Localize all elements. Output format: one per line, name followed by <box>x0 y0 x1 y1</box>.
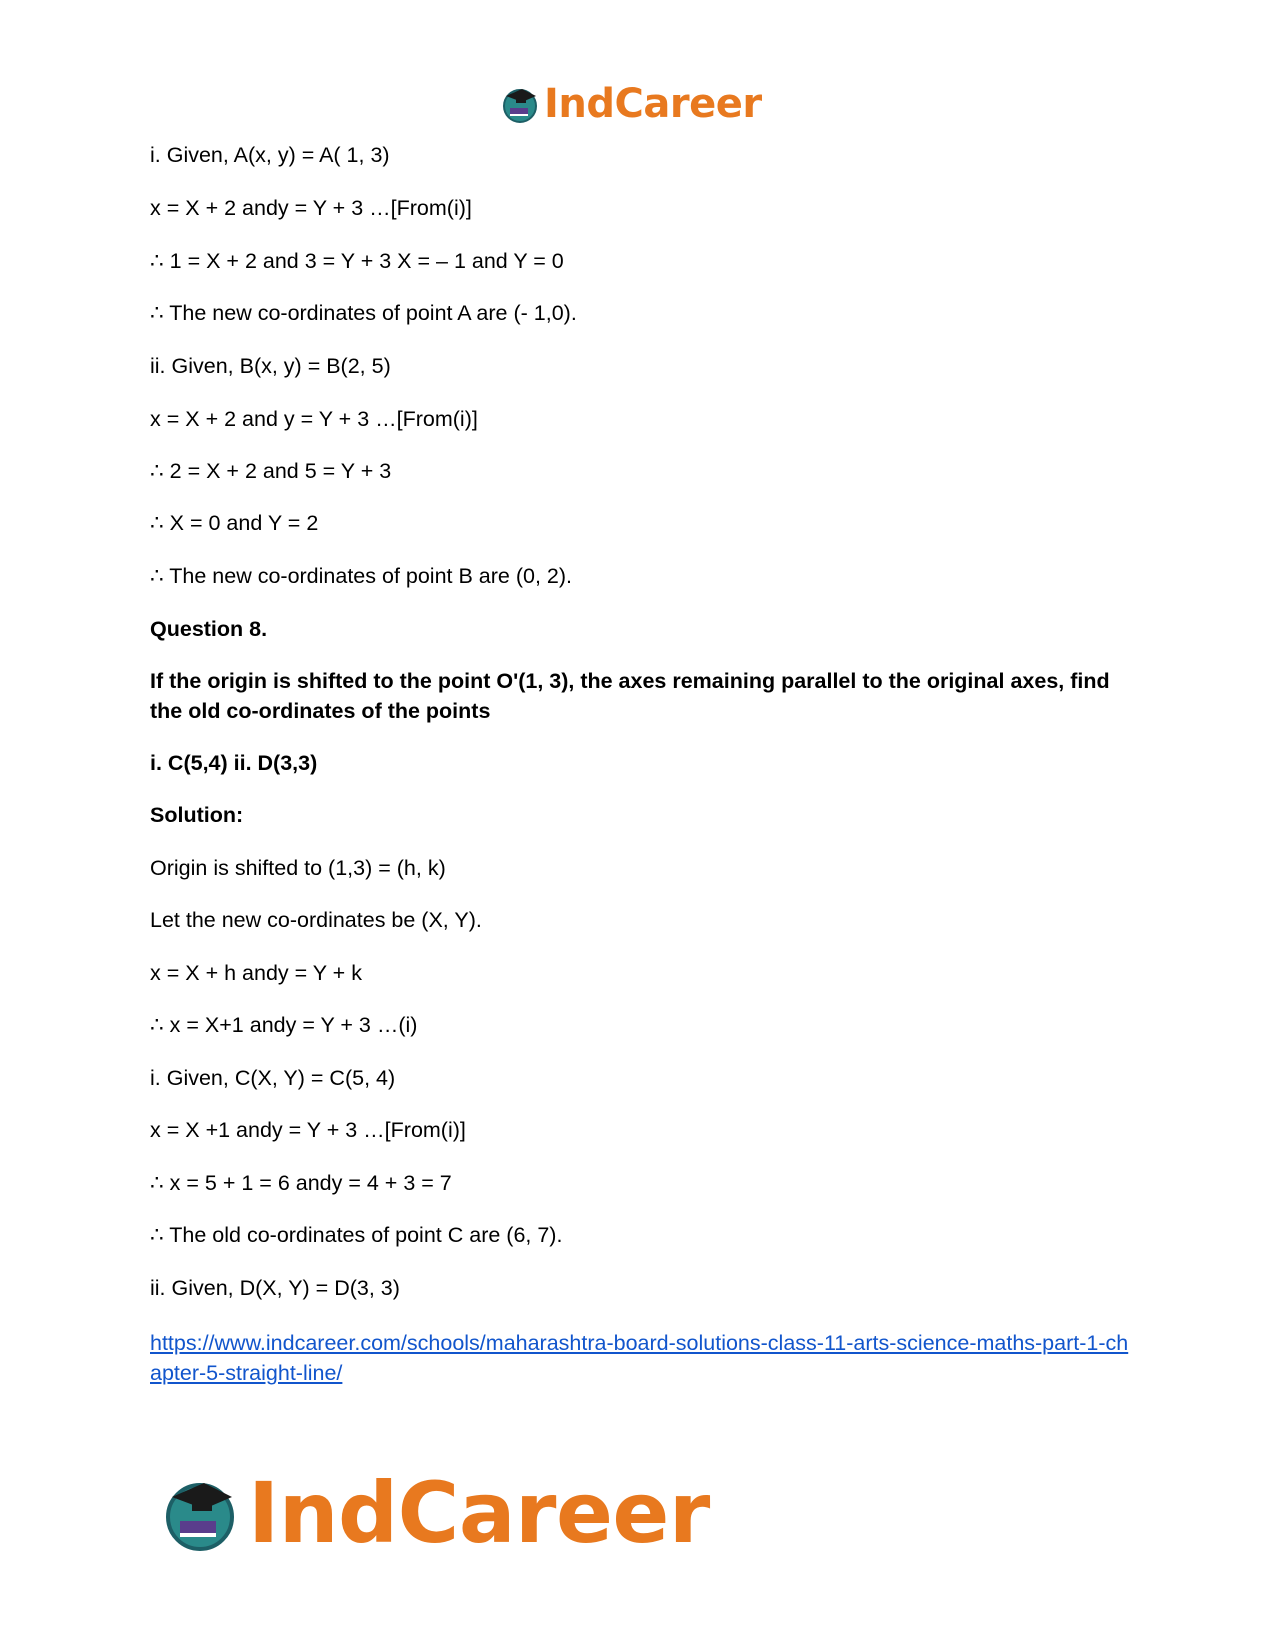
text-line: i. Given, A(x, y) = A( 1, 3) <box>150 143 390 167</box>
text-line: ∴ The old co-ordinates of point C are (6, 7). <box>150 1223 563 1247</box>
text-line: ∴ 2 = X + 2 and 5 = Y + 3 <box>150 459 392 483</box>
text-line: ∴ x = 5 + 1 = 6 andy = 4 + 3 = 7 <box>150 1171 452 1195</box>
footer-logo-text: IndCareer <box>248 1464 710 1562</box>
text-line: ∴ X = 0 and Y = 2 <box>150 511 319 535</box>
source-link[interactable]: https://www.indcareer.com/schools/maharashtra-board-solutions-class-11-arts-science-maths-part-1-chapter-5-straight-line/ <box>150 1331 1129 1385</box>
text-line: Let the new co-ordinates be (X, Y). <box>150 908 482 932</box>
text-line: x = X +1 andy = Y + 3 …[From(i)] <box>150 1118 466 1142</box>
graduation-globe-icon <box>500 84 540 124</box>
text-line: ∴ x = X+1 andy = Y + 3 …(i) <box>150 1013 418 1037</box>
text-line: ∴ The new co-ordinates of point B are (0, 2). <box>150 564 573 588</box>
text-line: x = X + 2 andy = Y + 3 …[From(i)] <box>150 196 472 220</box>
header-logo-text: IndCareer <box>544 81 762 127</box>
graduation-globe-icon <box>160 1473 240 1553</box>
text-line: x = X + 2 and y = Y + 3 …[From(i)] <box>150 407 478 431</box>
footer-logo <box>160 1463 710 1563</box>
text-line: ii. Given, D(X, Y) = D(3, 3) <box>150 1276 400 1300</box>
text-line: ∴ The new co-ordinates of point A are (- 1,0). <box>150 301 577 325</box>
question-heading: Question 8. <box>150 617 268 641</box>
text-line: Origin is shifted to (1,3) = (h, k) <box>150 856 446 880</box>
text-line: ∴ 1 = X + 2 and 3 = Y + 3 X = – 1 and Y = 0 <box>150 249 564 273</box>
solution-heading: Solution: <box>150 803 244 827</box>
question-text: If the origin is shifted to the point O'(1, 3), the axes remaining parallel to the original axes, find the old co-ordinates of the points <box>150 669 1110 723</box>
question-points: i. C(5,4) ii. D(3,3) <box>150 751 318 775</box>
text-line: ii. Given, B(x, y) = B(2, 5) <box>150 354 391 378</box>
header-logo <box>500 80 762 128</box>
text-line: x = X + h andy = Y + k <box>150 961 362 985</box>
text-line: i. Given, C(X, Y) = C(5, 4) <box>150 1066 396 1090</box>
